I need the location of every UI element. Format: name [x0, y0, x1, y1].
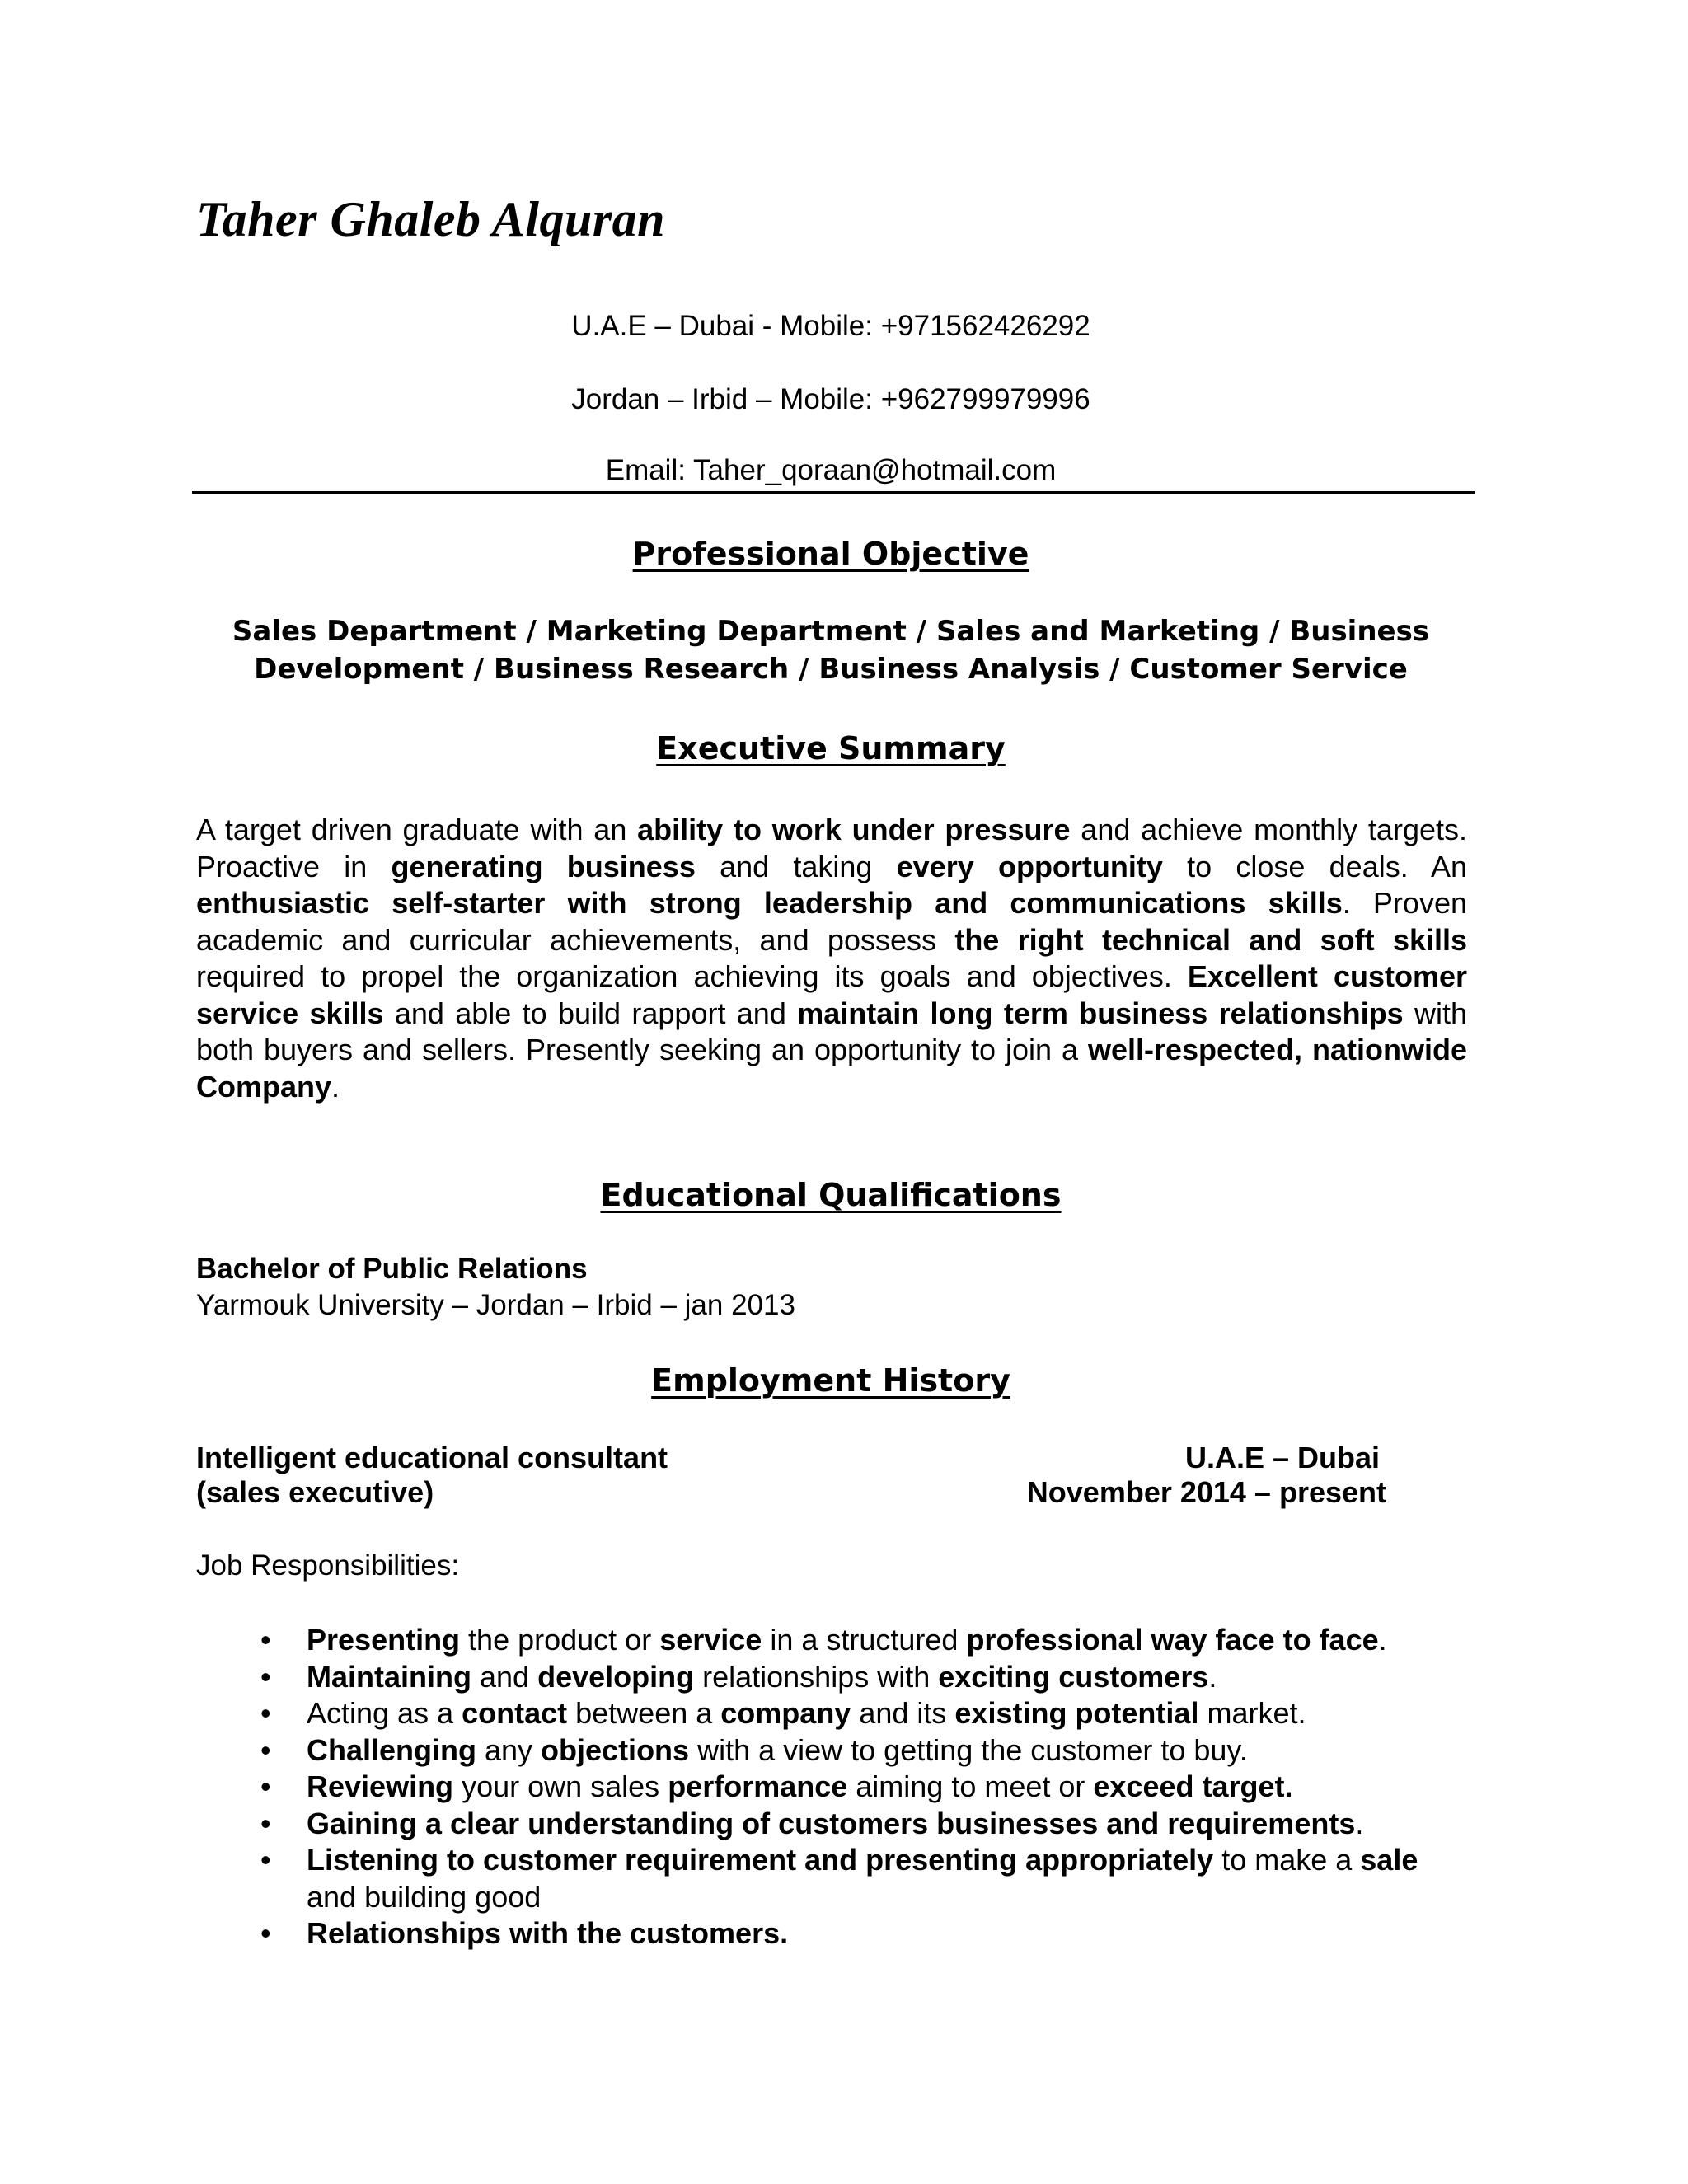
responsibility-segment: exciting customers — [938, 1659, 1209, 1694]
responsibility-item — [196, 1842, 1467, 1915]
contact-uae: U.A.E – Dubai - Mobile: +971562426292 — [571, 310, 1090, 342]
contact-jordan: Jordan – Irbid – Mobile: +962799979996 — [571, 383, 1090, 415]
summary-segment: . Proven academic and curricular achievements, and possess — [196, 886, 1467, 957]
objective-line-2: Development / Business Research / Business Analysis / Customer Service — [254, 653, 1408, 686]
summary-segment: well-respected, nationwide Company — [196, 1033, 1467, 1104]
responsibility-item — [196, 1806, 1467, 1843]
responsibility-segment: service — [659, 1623, 762, 1657]
bullet-icon: • — [260, 1732, 271, 1767]
responsibility-item — [196, 1915, 1467, 1952]
responsibility-segment: company — [720, 1696, 851, 1730]
education-degree: Bachelor of Public Relations — [196, 1253, 588, 1285]
objective-title: Professional Objective — [632, 536, 1029, 572]
responsibility-segment: existing potential — [954, 1696, 1199, 1730]
responsibility-segment: Relationships with the customers. — [307, 1916, 789, 1950]
summary-segment: ability to work under pressure — [637, 813, 1071, 846]
header-divider — [192, 491, 1475, 494]
responsibility-segment: . — [1378, 1623, 1387, 1657]
responsibility-segment: professional way face to face — [966, 1623, 1379, 1657]
responsibility-segment: Challenging — [307, 1732, 476, 1767]
contact-email: Email: Taher_qoraan@hotmail.com — [605, 454, 1057, 486]
responsibility-segment: aiming to meet or — [847, 1769, 1094, 1803]
responsibility-item — [196, 1659, 1467, 1696]
summary-segment: enthusiastic self-starter with strong leadership and communications skills — [196, 886, 1343, 920]
responsibility-segment: with a view to getting the customer to buy. — [689, 1732, 1248, 1767]
summary-segment: with both buyers and sellers. Presently seeking an opportunity to join a — [196, 996, 1467, 1066]
responsibility-item — [196, 1622, 1467, 1659]
responsibility-segment: . — [1355, 1806, 1364, 1840]
responsibility-segment: objections — [541, 1732, 690, 1767]
summary-segment: . — [331, 1069, 340, 1104]
responsibility-segment: contact — [462, 1696, 568, 1730]
responsibility-item — [196, 1732, 1467, 1769]
responsibility-segment: the product or — [460, 1623, 660, 1657]
responsibility-item — [196, 1769, 1467, 1806]
objective-line-1: Sales Department / Marketing Department / Sales and Marketing / Business — [232, 615, 1430, 648]
responsibility-segment: . — [1208, 1659, 1217, 1694]
bullet-icon: • — [260, 1659, 271, 1694]
responsibility-segment: exceed target. — [1093, 1769, 1293, 1803]
summary-paragraph — [196, 812, 1467, 1105]
bullet-icon: • — [260, 1806, 271, 1840]
summary-segment: A target driven graduate with an — [196, 813, 638, 846]
employment-title: Employment History — [651, 1362, 1010, 1399]
bullet-icon: • — [260, 1623, 271, 1657]
bullet-icon: • — [260, 1916, 271, 1950]
responsibilities-label: Job Responsibilities: — [196, 1549, 460, 1582]
summary-segment: generating business — [391, 849, 696, 883]
responsibilities-list — [196, 1622, 1467, 1952]
bullet-icon: • — [260, 1843, 271, 1877]
education-school: Yarmouk University – Jordan – Irbid – jan 2013 — [196, 1289, 795, 1321]
responsibility-segment: performance — [668, 1769, 848, 1803]
summary-segment: the right technical and soft skills — [954, 922, 1468, 957]
responsibility-segment: in a structured — [762, 1623, 967, 1657]
responsibility-segment: any — [476, 1732, 542, 1767]
bullet-icon: • — [260, 1696, 271, 1730]
summary-segment: maintain long term business relationships — [797, 996, 1404, 1030]
responsibility-segment: Reviewing — [307, 1769, 454, 1803]
candidate-name: Taher Ghaleb Alquran — [196, 192, 666, 246]
responsibility-segment: Maintaining — [307, 1659, 471, 1694]
responsibility-segment: Presenting — [307, 1623, 461, 1657]
responsibility-segment: developing — [537, 1659, 695, 1694]
responsibility-segment: Gaining a clear understanding of customers businesses and requirements — [307, 1806, 1356, 1840]
summary-segment: required to propel the organization achieving its goals and objectives. — [196, 959, 1188, 993]
responsibility-segment: between a — [567, 1696, 721, 1730]
responsibility-segment: Acting as a — [307, 1696, 462, 1730]
job-company: Intelligent educational consultant — [196, 1441, 668, 1474]
job-dates: November 2014 – present — [1026, 1475, 1386, 1509]
responsibility-segment: and its — [851, 1696, 955, 1730]
summary-segment: and able to build rapport and — [383, 996, 798, 1030]
responsibility-segment: and — [471, 1659, 538, 1694]
responsibility-segment: sale — [1360, 1843, 1418, 1877]
responsibility-item — [196, 1695, 1467, 1732]
bullet-icon: • — [260, 1769, 271, 1803]
education-title: Educational Qualifications — [600, 1177, 1062, 1213]
job-role: (sales executive) — [196, 1475, 434, 1509]
summary-title: Executive Summary — [656, 730, 1006, 766]
responsibility-segment: Listening to customer requirement and presenting appropriately — [307, 1843, 1214, 1877]
summary-segment: and achieve monthly targets. Proactive in — [196, 813, 1467, 883]
responsibility-segment: your own sales — [453, 1769, 668, 1803]
summary-segment: and taking — [695, 849, 897, 883]
summary-segment: to close deals. An — [1162, 849, 1467, 883]
responsibility-segment: and building good — [307, 1879, 542, 1914]
responsibility-segment: to make a — [1213, 1843, 1361, 1877]
responsibility-segment: market. — [1198, 1696, 1306, 1730]
job-location: U.A.E – Dubai — [1184, 1441, 1380, 1474]
summary-segment: Excellent customer service skills — [196, 959, 1467, 1030]
summary-segment: every opportunity — [896, 849, 1163, 883]
responsibility-segment: relationships with — [694, 1659, 939, 1694]
